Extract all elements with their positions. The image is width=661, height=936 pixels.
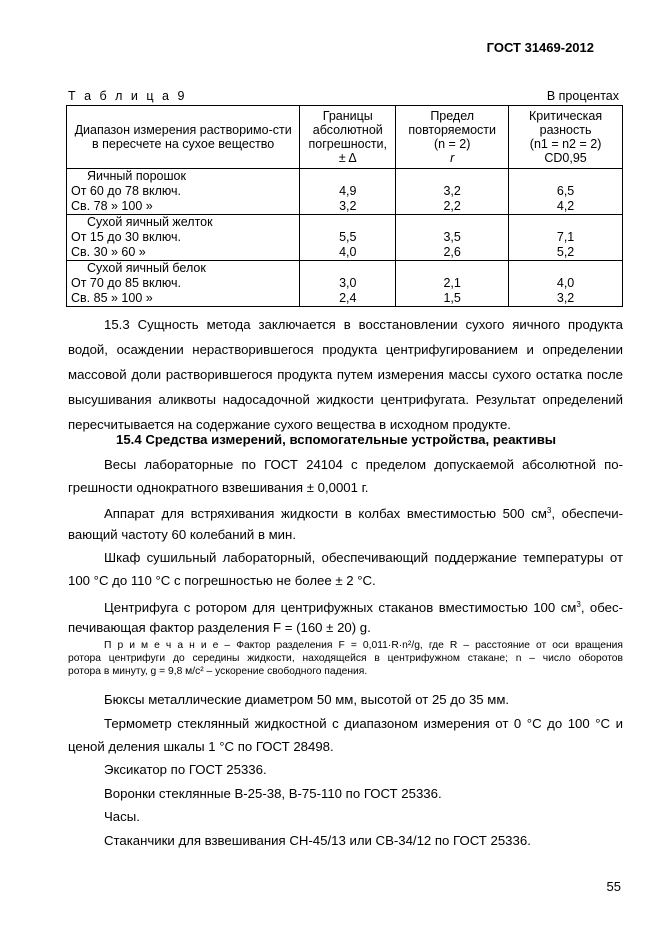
precision-table	[66, 105, 623, 307]
paragraph-line: ценой деления шкалы 1 °С по ГОСТ 28498.	[68, 739, 334, 754]
paragraph-centrifuge: Центрифуга с ротором для центрифужных стаканов вместимостью 100 $см^3$, обес-	[104, 600, 623, 615]
table-row: От 60 до 78 включ. 4,9 3,2 6,5	[67, 184, 623, 199]
paragraph-cups: Стаканчики для взвешивания СН-45/13 или СВ-34/12 по ГОСТ 25336.	[104, 833, 531, 848]
section-heading-15-4: 15.4 Средства измерений, вспомогательные устройства, реактивы	[116, 432, 557, 447]
page-number: 55	[606, 879, 621, 894]
paragraph-line: печивающая фактор разделения F = (160 ± 20) g.	[68, 620, 371, 635]
col-header-repeatability: Предел повторяемости (n = 2) r	[396, 106, 509, 169]
table-group-row: Яичный порошок	[67, 169, 623, 185]
paragraph-bux: Бюксы металлические диаметром 50 мм, высотой от 25 до 35 мм.	[104, 692, 510, 707]
table-row: Св. 85 » 100 » 2,4 1,5 3,2	[67, 291, 623, 307]
paragraph-15-3: 15.3 Сущность метода заключается в восстановлении сухого яичного продукта	[104, 317, 623, 332]
paragraph-line: массовой доли растворившегося продукта путем измерения массы сухого остатка после	[68, 367, 623, 382]
paragraph-line: грешности однократного взвешивания ± 0,0001 г.	[68, 480, 369, 495]
paragraph-oven: Шкаф сушильный лабораторный, обеспечивающий поддержание температуры от	[104, 550, 623, 565]
col-header-range: Диапазон измерения растворимо-сти в пересчете на сухое вещество	[67, 106, 300, 169]
note-line: ротора в минуту, g = 9,8 м/с² – ускорение свободного падения.	[68, 666, 368, 677]
paragraph-line: высушивания аликвоты надосадочной жидкости центрифугата. Результат определений	[68, 392, 623, 407]
note-line: ротора центрифуги до середины жидкости, находящейся в центрифужном стакане; n – число оборотов	[68, 653, 623, 664]
paragraph-thermometer: Термометр стеклянный жидкостной с диапазоном измерения от 0 °С до 100 °С и	[104, 716, 623, 731]
paragraph-scales: Весы лабораторные по ГОСТ 24104 с пределом допускаемой абсолютной по-	[104, 457, 623, 472]
table-units: В процентах	[546, 89, 619, 103]
col-header-critical-diff: Критическая разность (n1 = n2 = 2) CD0,95	[509, 106, 623, 169]
paragraph-line: 100 °С до 110 °С с погрешностью не более ± 2 °С.	[68, 573, 376, 588]
table-group-row: Сухой яичный белок	[67, 261, 623, 277]
document-header: ГОСТ 31469-2012	[486, 40, 594, 55]
paragraph-line: водой, осаждении нерастворившегося продукта центрифугированием и определении	[68, 342, 623, 357]
table-row: От 70 до 85 включ. 3,0 2,1 4,0	[67, 276, 623, 291]
paragraph-funnels: Воронки стеклянные В-25-38, В-75-110 по ГОСТ 25336.	[104, 786, 442, 801]
table-row: От 15 до 30 включ. 5,5 3,5 7,1	[67, 230, 623, 245]
table-caption: Т а б л и ц а 9	[68, 89, 187, 103]
paragraph-shaker: Аппарат для встряхивания жидкости в колбах вместимостью 500 $см^3$, обеспечи-	[104, 506, 623, 521]
table-row: Св. 78 » 100 » 3,2 2,2 4,2	[67, 199, 623, 215]
col-header-delta: Границы абсолютной погрешности, ± Δ	[300, 106, 396, 169]
note-line: П р и м е ч а н и е – Фактор разделения F = 0,011·R·n²/g, где R – расстояние от оси вращения	[104, 640, 623, 651]
table-header-row	[67, 106, 623, 169]
paragraph-exsiccator: Эксикатор по ГОСТ 25336.	[104, 762, 267, 777]
table-row: Св. 30 » 60 » 4,0 2,6 5,2	[67, 245, 623, 261]
paragraph-clock: Часы.	[104, 809, 140, 824]
paragraph-line: пересчитывается на содержание сухого вещества в исходном продукте.	[68, 417, 511, 432]
paragraph-line: вающий частоту 60 колебаний в мин.	[68, 527, 296, 542]
table-group-row: Сухой яичный желток	[67, 215, 623, 231]
